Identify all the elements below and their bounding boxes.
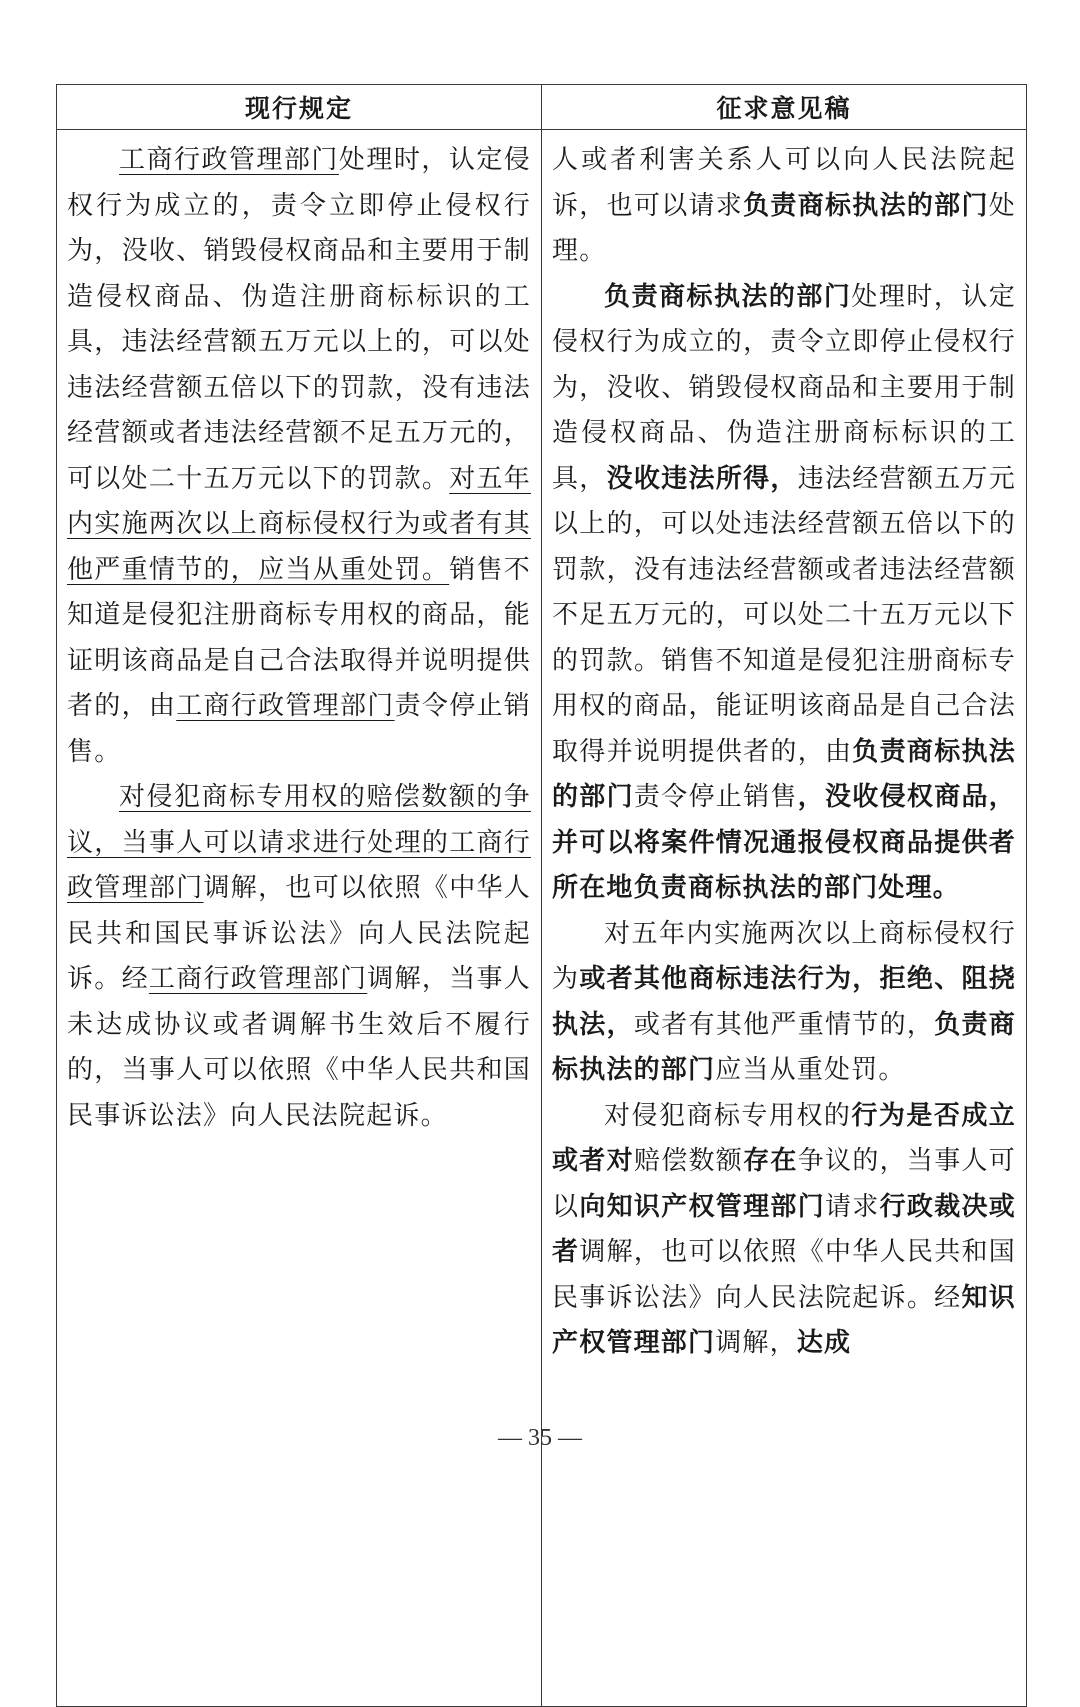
bold-text: 或者其他商标违法行为，拒绝、阻挠执法， — [552, 964, 1017, 1040]
text-run: 对侵犯商标专用权的 — [604, 1100, 852, 1131]
bold-text: 存在 — [743, 1146, 798, 1176]
header-current-rules: 现行规定 — [57, 85, 542, 130]
text-run: 责令停止销售 — [633, 782, 798, 812]
right-paragraph-continued — [552, 138, 1016, 275]
bold-text: 向知识产权管理部门 — [579, 1191, 825, 1222]
text-run: 销售不知道是侵犯注册商标专用权的商品，能证明该商品是自己合法取得并说明提供者的，由 — [67, 554, 531, 721]
text-run: 人或者利害关系人可以向人民法院起诉，也可以请求 — [552, 145, 1016, 221]
comparison-table — [56, 84, 1027, 1707]
left-column-text — [67, 138, 531, 1139]
table-body-row — [57, 130, 1027, 1707]
text-run: 或者有其他严重情节的， — [633, 1009, 935, 1040]
right-paragraph-3 — [552, 1094, 1016, 1367]
right-paragraph-2 — [552, 912, 1016, 1094]
document-page — [56, 84, 1026, 1700]
bold-text: 负责商标执法的部门 — [552, 1009, 1017, 1085]
underlined-text: 工商行政管理部门 — [176, 691, 395, 721]
bold-text: 达成 — [796, 1328, 852, 1358]
underlined-text: 工商行政管理部门 — [148, 964, 368, 994]
bold-text: 知识产权管理部门 — [552, 1282, 1016, 1358]
text-run: 应当从重处罚。 — [715, 1055, 906, 1085]
bold-text: 负责商标执法的部门 — [552, 736, 1016, 812]
underlined-text: 对五年内实施两次以上商标侵权行为或者有其他严重情节的，应当从重处罚。 — [67, 463, 531, 585]
left-paragraph-2 — [67, 775, 531, 1139]
underlined-text: 对侵犯商标专用权的赔偿数额的争议，当事人可以请求进行处理的工商行政管理部门 — [67, 782, 531, 903]
right-column-text — [552, 138, 1016, 1367]
bold-text: ，没收侵权商品，并可以将案件情况通报侵权商品提供者所在地负责商标执法的部门处理。 — [552, 782, 1016, 903]
page-number: — 35 — — [498, 1425, 582, 1451]
text-run: 调解， — [715, 1328, 797, 1358]
text-run: 争议的，当事人可以 — [552, 1146, 1017, 1222]
text-run: 违法经营额五万元以上的，可以处违法经营额五倍以下的罚款，没有违法经营额或者违法经营额不足五万元的，可以处二十五万元以下的罚款。销售不知道是侵犯注册商标专用权的商品，能证明该商品是自己合法取得并说明提供者的，由 — [552, 463, 1016, 767]
text-run: 调解，也可以依照《中华人民共和国民事诉讼法》向人民法院起诉。经 — [67, 873, 531, 994]
bold-text: 负责商标执法的部门 — [604, 281, 852, 312]
text-run: 调解，也可以依照《中华人民共和国民事诉讼法》向人民法院起诉。经 — [552, 1237, 1017, 1313]
text-run: 对五年内实施两次以上商标侵权行为 — [552, 918, 1016, 994]
right-column-cell — [542, 130, 1027, 1707]
bold-text: 负责商标执法的部门 — [743, 190, 989, 221]
text-run: 调解，当事人未达成协议或者调解书生效后不履行的，当事人可以依照《中华人民共和国民事诉讼法》向人民法院起诉。 — [67, 964, 531, 1131]
left-column-cell — [57, 130, 542, 1707]
underlined-text: 工商行政管理部门 — [119, 145, 339, 175]
text-run: 责令停止销售。 — [67, 691, 531, 767]
table-header-row — [57, 85, 1027, 130]
text-run: 处理时，认定侵权行为成立的，责令立即停止侵权行为，没收、销毁侵权商品和主要用于制造侵权商品、伪造注册商标标识的工具， — [552, 281, 1016, 494]
left-paragraph-1 — [67, 138, 531, 775]
right-paragraph-1 — [552, 275, 1016, 912]
text-run: 处理时，认定侵权行为成立的，责令立即停止侵权行为，没收、销毁侵权商品和主要用于制造侵权商品、伪造注册商标标识的工具，违法经营额五万元以上的，可以处违法经营额五倍以下的罚款，没有违法经营额或者违法经营额不足五万元的，可以处二十五万元以下的罚款。 — [67, 145, 531, 494]
text-run: 处理。 — [552, 190, 1016, 266]
bold-text: 行政裁决或者 — [552, 1191, 1017, 1267]
text-run: 赔偿数额 — [633, 1146, 744, 1176]
bold-text: 行为是否成立或者对 — [552, 1100, 1016, 1176]
text-run: 请求 — [825, 1191, 880, 1222]
header-draft-for-comment: 征求意见稿 — [542, 85, 1027, 130]
bold-text: 没收违法所得， — [606, 463, 798, 494]
